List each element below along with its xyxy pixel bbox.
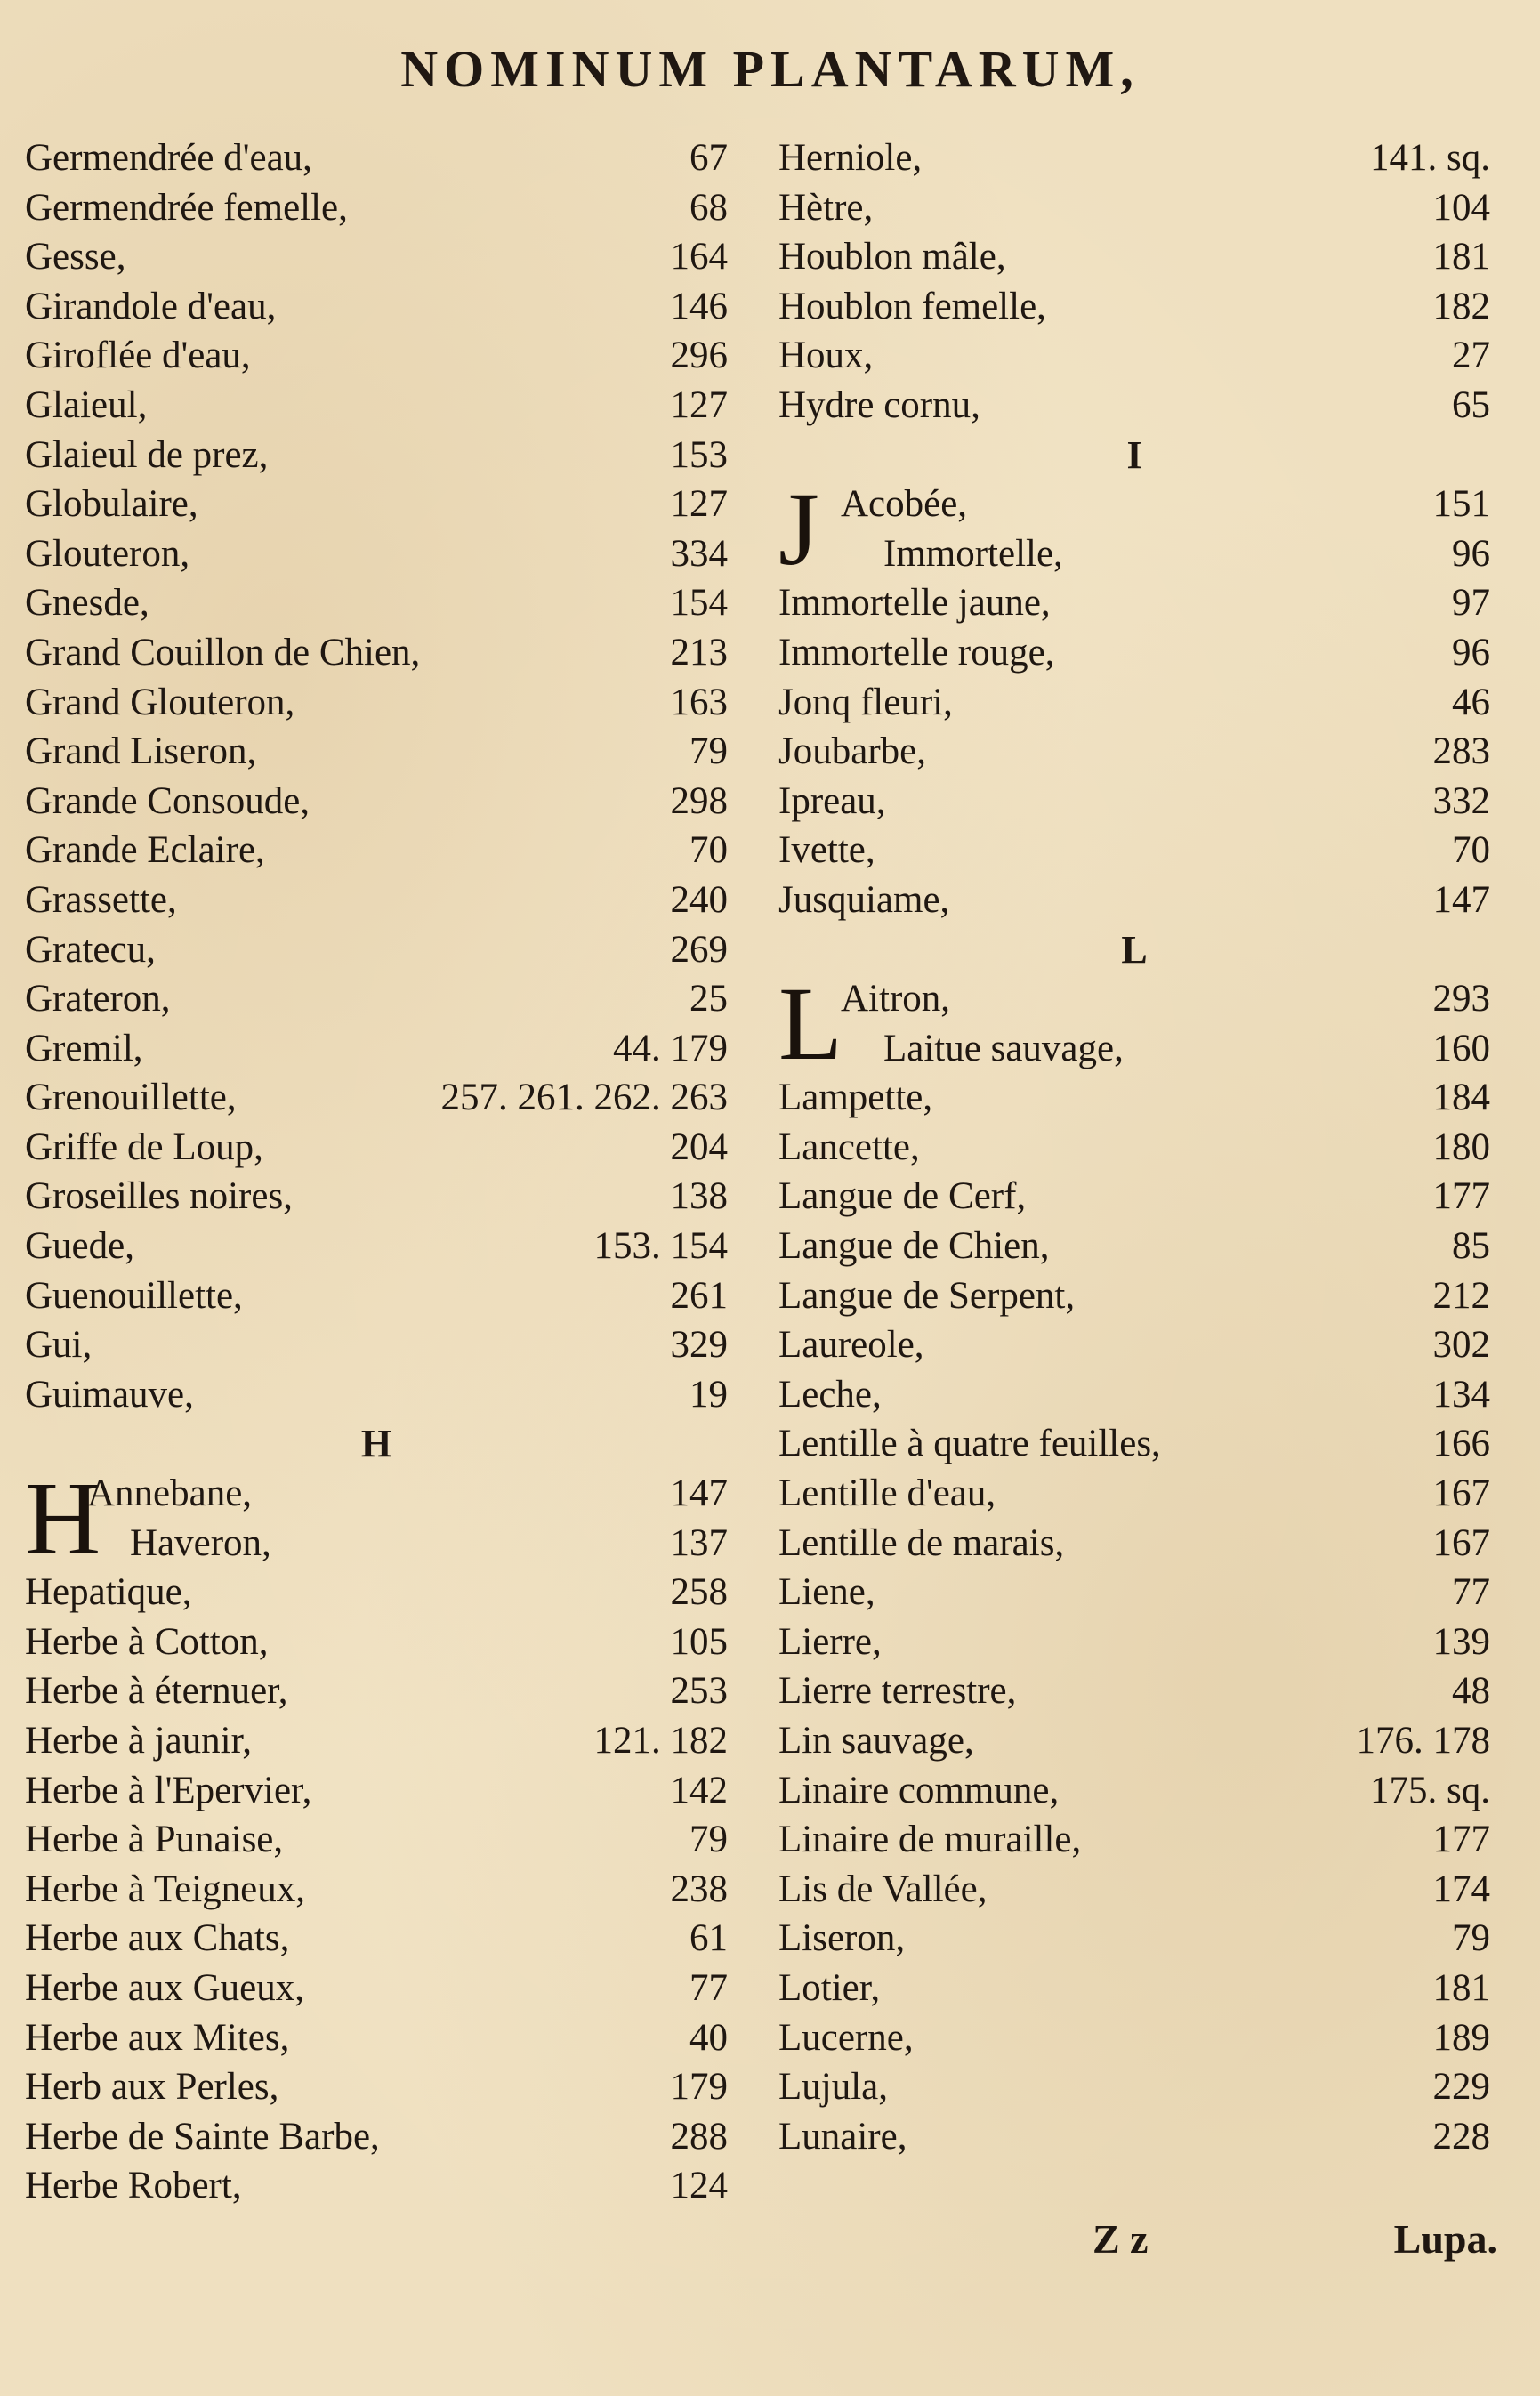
index-entry xyxy=(778,232,1490,282)
index-entry xyxy=(25,2062,728,2112)
entry-name: Herbe de Sainte Barbe, xyxy=(25,2115,380,2158)
entry-pages: 151 xyxy=(1432,483,1490,526)
index-entry xyxy=(25,1618,728,1667)
index-entry xyxy=(778,331,1490,381)
entry-name: Houx, xyxy=(778,335,874,377)
index-entry xyxy=(778,1815,1490,1865)
index-entry xyxy=(778,480,1490,529)
entry-pages: 127 xyxy=(670,483,728,526)
catchword: Lupa. xyxy=(1393,2216,1497,2262)
entry-pages: 175. sq. xyxy=(1370,1769,1490,1811)
entry-pages: 283 xyxy=(1432,730,1490,773)
entry-pages: 79 xyxy=(689,730,728,773)
entry-name: Herbe à jaunir, xyxy=(25,1720,252,1762)
index-entry xyxy=(778,183,1490,233)
entry-name: Linaire de muraille, xyxy=(778,1819,1082,1861)
index-entry xyxy=(25,727,728,777)
index-entry xyxy=(25,232,728,282)
entry-pages: 258 xyxy=(670,1571,728,1614)
entry-pages: 164 xyxy=(670,236,728,278)
entry-pages: 46 xyxy=(1452,681,1490,723)
entry-name: Herbe à Cotton, xyxy=(25,1620,269,1663)
entry-name: Germendrée d'eau, xyxy=(25,137,312,179)
entry-name: Globulaire, xyxy=(25,483,198,526)
entry-name: Hydre cornu, xyxy=(778,383,980,426)
entry-pages: 77 xyxy=(689,1966,728,2009)
entry-pages: 70 xyxy=(1452,829,1490,872)
entry-pages: 97 xyxy=(1452,582,1490,625)
entry-name: Lierre terrestre, xyxy=(778,1670,1017,1713)
index-entry xyxy=(25,1271,728,1321)
index-entry xyxy=(25,1568,728,1618)
index-entry xyxy=(778,1320,1490,1370)
entry-name: Grand Couillon de Chien, xyxy=(25,631,421,674)
entry-pages: 189 xyxy=(1432,2016,1490,2059)
index-entry xyxy=(25,925,728,975)
entry-name: Linaire commune, xyxy=(778,1769,1060,1811)
index-entry xyxy=(25,1914,728,1964)
entry-pages: 288 xyxy=(670,2115,728,2158)
index-entry xyxy=(25,1123,728,1173)
entry-name: Grand Glouteron, xyxy=(25,681,295,723)
entry-name: Liene, xyxy=(778,1571,875,1614)
index-entry xyxy=(25,974,728,1024)
entry-name: Aitron, xyxy=(841,978,951,1021)
index-entry xyxy=(778,875,1490,925)
entry-pages: 334 xyxy=(670,532,728,575)
index-entry xyxy=(25,678,728,728)
entry-pages: 121. 182 xyxy=(593,1720,728,1762)
dropcap-letter: H xyxy=(25,1460,101,1577)
index-entry xyxy=(778,2112,1490,2162)
entry-name: Ivette, xyxy=(778,829,875,872)
entry-pages: 166 xyxy=(1432,1423,1490,1465)
index-entry xyxy=(25,381,728,431)
entry-name: Laitue sauvage, xyxy=(883,1027,1124,1069)
entry-name: Glaieul de prez, xyxy=(25,433,269,476)
entry-name: Grande Eclaire, xyxy=(25,829,265,872)
index-entry xyxy=(778,1618,1490,1667)
dropcap-letter: J xyxy=(778,471,819,588)
entry-name: Hètre, xyxy=(778,186,874,229)
index-entry xyxy=(25,1320,728,1370)
entry-name: Grassette, xyxy=(25,878,177,921)
index-entry xyxy=(25,282,728,332)
entry-name: Lujula, xyxy=(778,2066,888,2109)
index-entry xyxy=(778,1666,1490,1716)
section-letter-l: L xyxy=(1121,927,1148,972)
section-l-entries xyxy=(778,1073,1490,2161)
entry-pages: 179 xyxy=(670,2066,728,2109)
entry-name: Lis de Vallée, xyxy=(778,1868,988,1910)
entry-pages: 48 xyxy=(1452,1670,1490,1713)
entry-name: Langue de Serpent, xyxy=(778,1274,1076,1317)
entry-pages: 96 xyxy=(1452,631,1490,674)
entry-pages: 146 xyxy=(670,285,728,327)
entry-pages: 105 xyxy=(670,1620,728,1663)
entry-name: Jonq fleuri, xyxy=(778,681,953,723)
entry-pages: 96 xyxy=(1452,532,1490,575)
entry-pages: 240 xyxy=(670,878,728,921)
index-entry xyxy=(25,1024,728,1074)
entry-name: Lampette, xyxy=(778,1077,933,1119)
index-entry xyxy=(778,381,1490,431)
entry-pages: 27 xyxy=(1452,335,1490,377)
entry-name: Joubarbe, xyxy=(778,730,926,773)
index-entry xyxy=(25,431,728,480)
entry-name: Acobée, xyxy=(841,483,968,526)
entry-name: Immortelle jaune, xyxy=(778,582,1051,625)
index-entry xyxy=(778,826,1490,875)
entry-pages: 213 xyxy=(670,631,728,674)
entry-name: Herbe aux Mites, xyxy=(25,2016,290,2059)
entry-name: Gesse, xyxy=(25,236,126,278)
index-entry xyxy=(778,1419,1490,1469)
entry-name: Guenouillette, xyxy=(25,1274,243,1317)
section-h-continued-entries xyxy=(778,133,1490,431)
index-entry xyxy=(778,1172,1490,1222)
entry-pages: 184 xyxy=(1432,1077,1490,1119)
entry-pages: 65 xyxy=(1452,383,1490,426)
entry-pages: 229 xyxy=(1432,2066,1490,2109)
entry-pages: 298 xyxy=(670,779,728,822)
index-entry xyxy=(778,1865,1490,1915)
index-entry xyxy=(25,1815,728,1865)
entry-pages: 204 xyxy=(670,1125,728,1168)
entry-name: Immortelle rouge, xyxy=(778,631,1055,674)
entry-pages: 79 xyxy=(1452,1917,1490,1960)
dropcap-block-j xyxy=(778,471,1490,588)
entry-name: Gnesde, xyxy=(25,582,149,625)
entry-name: Langue de Chien, xyxy=(778,1225,1050,1268)
index-entry xyxy=(778,282,1490,332)
entry-name: Herbe à éternuer, xyxy=(25,1670,288,1713)
dropcap-block-h xyxy=(25,1460,728,1577)
entry-name: Lierre, xyxy=(778,1620,882,1663)
entry-name: Lentille à quatre feuilles, xyxy=(778,1423,1161,1465)
entry-name: Herbe à Teigneux, xyxy=(25,1868,305,1910)
entry-pages: 79 xyxy=(689,1819,728,1861)
entry-pages: 44. 179 xyxy=(613,1027,728,1069)
entry-pages: 25 xyxy=(689,978,728,1021)
entry-pages: 261 xyxy=(670,1274,728,1317)
entry-name: Glaieul, xyxy=(25,383,148,426)
entry-name: Leche, xyxy=(778,1373,882,1416)
index-column-right xyxy=(778,133,1490,2161)
entry-pages: 181 xyxy=(1432,1966,1490,2009)
index-entry xyxy=(25,578,728,628)
entry-name: Immortelle, xyxy=(883,532,1063,575)
entry-name: Griffe de Loup, xyxy=(25,1125,263,1168)
entry-name: Grenouillette, xyxy=(25,1077,237,1119)
entry-pages: 19 xyxy=(689,1373,728,1416)
entry-pages: 212 xyxy=(1432,1274,1490,1317)
entry-pages: 174 xyxy=(1432,1868,1490,1910)
entry-name: Herb aux Perles, xyxy=(25,2066,279,2109)
index-entry xyxy=(778,628,1490,678)
index-entry xyxy=(25,183,728,233)
index-entry xyxy=(25,1519,728,1569)
entry-pages: 137 xyxy=(670,1521,728,1564)
entry-pages: 269 xyxy=(670,928,728,971)
entry-pages: 180 xyxy=(1432,1125,1490,1168)
index-entry xyxy=(25,480,728,529)
entry-name: Lin sauvage, xyxy=(778,1720,974,1762)
entry-name: Laureole, xyxy=(778,1324,924,1367)
entry-name: Grateron, xyxy=(25,978,171,1021)
entry-name: Guede, xyxy=(25,1225,134,1268)
entry-pages: 139 xyxy=(1432,1620,1490,1663)
entry-pages: 181 xyxy=(1432,236,1490,278)
index-entry xyxy=(25,875,728,925)
entry-name: Lucerne, xyxy=(778,2016,914,2059)
entry-name: Herbe aux Chats, xyxy=(25,1917,290,1960)
index-entry xyxy=(778,1370,1490,1420)
index-entry xyxy=(778,1073,1490,1123)
index-entry xyxy=(25,1716,728,1766)
signature-mark: Z z xyxy=(1093,2216,1149,2262)
index-entry xyxy=(778,2062,1490,2112)
entry-name: Lotier, xyxy=(778,1966,881,2009)
entry-name: Girandole d'eau, xyxy=(25,285,277,327)
index-entry xyxy=(25,826,728,875)
index-entry xyxy=(25,1073,728,1123)
index-entry xyxy=(778,529,1490,579)
dropcap-letter: L xyxy=(778,965,843,1083)
dropcap-block-l xyxy=(778,965,1490,1083)
index-entry xyxy=(25,1865,728,1915)
entry-name: Lentille de marais, xyxy=(778,1521,1065,1564)
entry-pages: 176. 178 xyxy=(1356,1720,1490,1762)
entry-pages: 296 xyxy=(670,335,728,377)
entry-pages: 70 xyxy=(689,829,728,872)
entry-pages: 154 xyxy=(670,582,728,625)
entry-pages: 61 xyxy=(689,1917,728,1960)
entry-pages: 167 xyxy=(1432,1472,1490,1515)
entry-pages: 153. 154 xyxy=(593,1225,728,1268)
entry-name: Jusquiame, xyxy=(778,878,950,921)
entry-pages: 332 xyxy=(1432,779,1490,822)
index-entry xyxy=(778,1914,1490,1964)
index-entry xyxy=(25,1666,728,1716)
section-i-entries xyxy=(778,578,1490,924)
entry-pages: 141. sq. xyxy=(1370,137,1490,179)
index-entry xyxy=(25,1172,728,1222)
entry-pages: 329 xyxy=(670,1324,728,1367)
index-column-left xyxy=(25,133,728,2211)
entry-pages: 142 xyxy=(670,1769,728,1811)
entry-pages: 167 xyxy=(1432,1521,1490,1564)
index-entry xyxy=(778,1271,1490,1321)
index-entry xyxy=(25,1469,728,1519)
entry-name: Giroflée d'eau, xyxy=(25,335,251,377)
entry-name: Houblon mâle, xyxy=(778,236,1006,278)
index-entry xyxy=(778,1123,1490,1173)
entry-pages: 40 xyxy=(689,2016,728,2059)
index-entry xyxy=(778,578,1490,628)
entry-pages: 253 xyxy=(670,1670,728,1713)
entry-pages: 67 xyxy=(689,137,728,179)
entry-pages: 124 xyxy=(670,2165,728,2207)
entry-name: Grande Consoude, xyxy=(25,779,310,822)
index-entry xyxy=(25,529,728,579)
index-entry xyxy=(778,1568,1490,1618)
entry-name: Langue de Cerf, xyxy=(778,1175,1027,1218)
entry-name: Hepatique, xyxy=(25,1571,192,1614)
entry-pages: 134 xyxy=(1432,1373,1490,1416)
index-entry xyxy=(778,727,1490,777)
index-entry xyxy=(25,331,728,381)
entry-name: Grand Liseron, xyxy=(25,730,257,773)
index-entry xyxy=(25,1964,728,2013)
index-entry xyxy=(778,1222,1490,1271)
entry-name: Groseilles noires, xyxy=(25,1175,293,1218)
entry-name: Ipreau, xyxy=(778,779,886,822)
entry-pages: 182 xyxy=(1432,285,1490,327)
page-title: NOMINUM PLANTARUM, xyxy=(400,40,1140,98)
index-entry xyxy=(778,678,1490,728)
entry-pages: 257. 261. 262. 263 xyxy=(440,1077,728,1119)
entry-name: Houblon femelle, xyxy=(778,285,1046,327)
entry-name: Liseron, xyxy=(778,1917,906,1960)
entry-name: Annebane, xyxy=(87,1472,253,1515)
index-entry xyxy=(25,2013,728,2063)
section-letter-h: H xyxy=(360,1422,392,1466)
entry-pages: 153 xyxy=(670,433,728,476)
entry-pages: 177 xyxy=(1432,1175,1490,1218)
entry-pages: 85 xyxy=(1452,1225,1490,1268)
entry-pages: 238 xyxy=(670,1868,728,1910)
entry-pages: 127 xyxy=(670,383,728,426)
index-entry xyxy=(778,1469,1490,1519)
entry-name: Herbe Robert, xyxy=(25,2165,242,2207)
entry-name: Gui, xyxy=(25,1324,93,1367)
index-entry xyxy=(25,2161,728,2211)
entry-name: Lentille d'eau, xyxy=(778,1472,996,1515)
index-entry xyxy=(25,1766,728,1816)
entry-pages: 302 xyxy=(1432,1324,1490,1367)
index-entry xyxy=(25,628,728,678)
section-g-entries xyxy=(25,133,728,1419)
index-entry xyxy=(25,2112,728,2162)
index-entry xyxy=(778,1024,1490,1074)
entry-name: Herbe aux Gueux, xyxy=(25,1966,305,2009)
section-h-entries xyxy=(25,1568,728,2211)
entry-pages: 138 xyxy=(670,1175,728,1218)
index-entry xyxy=(25,1370,728,1420)
entry-pages: 68 xyxy=(689,186,728,229)
entry-pages: 147 xyxy=(670,1472,728,1515)
index-entry xyxy=(778,133,1490,183)
index-entry xyxy=(778,1519,1490,1569)
index-entry xyxy=(778,2013,1490,2063)
entry-name: Gremil, xyxy=(25,1027,143,1069)
entry-pages: 104 xyxy=(1432,186,1490,229)
entry-name: Herbe à Punaise, xyxy=(25,1819,284,1861)
entry-name: Gratecu, xyxy=(25,928,156,971)
entry-pages: 147 xyxy=(1432,878,1490,921)
entry-pages: 228 xyxy=(1432,2115,1490,2158)
index-entry xyxy=(778,1964,1490,2013)
index-entry xyxy=(778,777,1490,827)
section-letter-i: I xyxy=(1126,432,1142,477)
index-entry xyxy=(25,133,728,183)
index-entry xyxy=(778,1716,1490,1766)
index-entry xyxy=(778,974,1490,1024)
entry-name: Guimauve, xyxy=(25,1373,194,1416)
entry-name: Germendrée femelle, xyxy=(25,186,348,229)
entry-name: Lancette, xyxy=(778,1125,920,1168)
entry-name: Haveron, xyxy=(130,1521,271,1564)
entry-pages: 293 xyxy=(1432,978,1490,1021)
index-entry xyxy=(778,1766,1490,1816)
entry-name: Herniole, xyxy=(778,137,923,179)
entry-pages: 177 xyxy=(1432,1819,1490,1861)
index-entry xyxy=(25,777,728,827)
index-entry xyxy=(25,1222,728,1271)
entry-pages: 160 xyxy=(1432,1027,1490,1069)
entry-pages: 77 xyxy=(1452,1571,1490,1614)
entry-name: Lunaire, xyxy=(778,2115,907,2158)
entry-name: Glouteron, xyxy=(25,532,190,575)
entry-name: Herbe à l'Epervier, xyxy=(25,1769,312,1811)
entry-pages: 163 xyxy=(670,681,728,723)
